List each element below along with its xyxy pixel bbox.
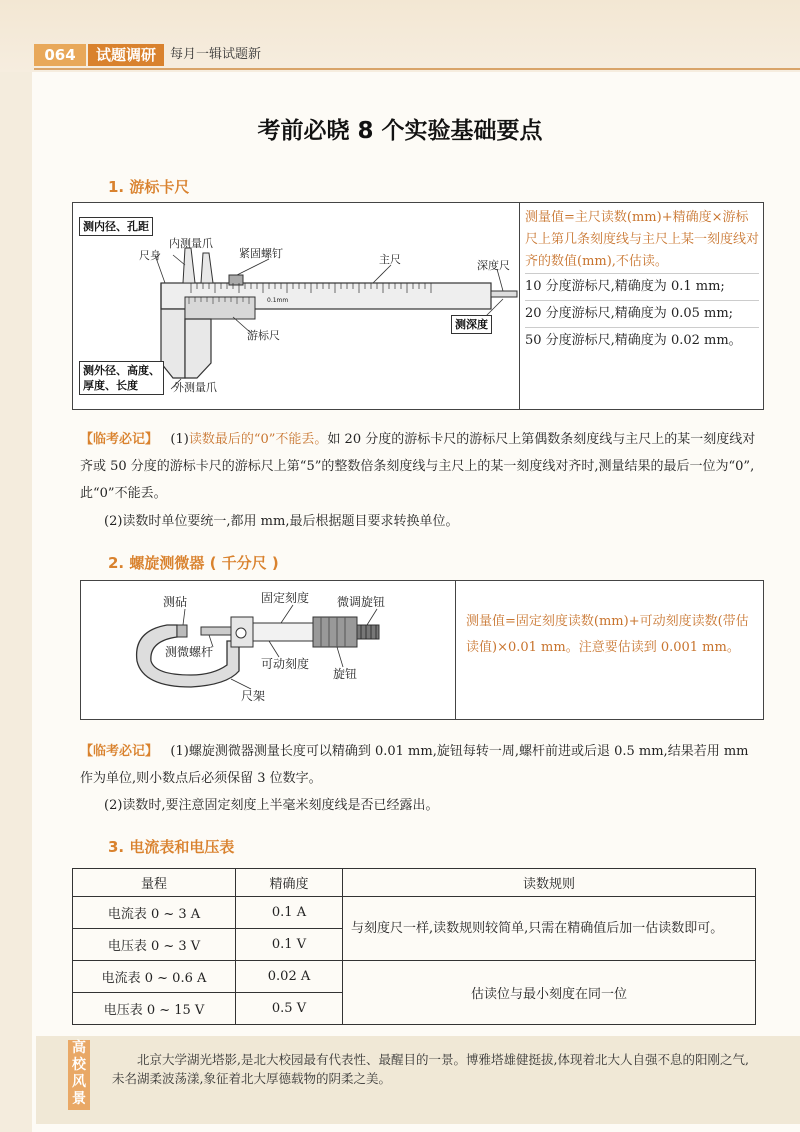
cell-precision: 0.5 V <box>236 993 343 1025</box>
label-inner-jaw: 内测量爪 <box>169 237 213 250</box>
left-margin-band <box>0 72 32 1132</box>
note-1-highlight: 读数最后的“0”不能丢。 <box>188 432 328 447</box>
caliper-rule-formula: 测量值=主尺读数(mm)+精确度×游标尺上第几条刻度线与主尺上某一刻度线对齐的数值(mm),不估读。 <box>525 210 760 269</box>
label-vernier: 游标尺 <box>247 329 280 342</box>
meter-table <box>72 868 756 1025</box>
caliper-diagram <box>73 203 519 409</box>
label-knob: 旋钮 <box>333 667 358 681</box>
caliper-rule-50: 50 分度游标尺,精确度为 0.02 mm。 <box>525 327 759 354</box>
label-lock-screw: 紧固螺钉 <box>239 247 283 260</box>
section-heading-caliper: 1. 游标卡尺 <box>108 178 190 196</box>
note-1-text: (1)螺旋测微器测量长度可以精确到 0.01 mm,旋钮每转一周,螺杆前进或后退 0.5 mm,结果若用 mm 作为单位,则小数点后必须保留 3 位数字。 <box>80 744 749 786</box>
cell-rule-b: 估读位与最小刻度在同一位 <box>343 961 756 1025</box>
cell-range: 电流表 0 ~ 3 A <box>73 897 236 929</box>
caliper-rule-20: 20 分度游标尺,精确度为 0.05 mm; <box>525 300 759 327</box>
cell-range: 电流表 0 ~ 0.6 A <box>73 961 236 993</box>
cell-precision: 0.1 V <box>236 929 343 961</box>
cell-precision: 0.02 A <box>236 961 343 993</box>
micrometer-rule <box>455 581 763 719</box>
footer-text: 北京大学湖光塔影,是北大校园最有代表性、最醒目的一景。博雅塔雄健挺拔,体现着北大人自强不息的阳刚之气,未名湖柔波荡漾,象征着北大厚德载物的阴柔之美。 <box>112 1052 749 1086</box>
micrometer-note-1 <box>80 738 760 792</box>
page-number: 064 <box>34 44 86 66</box>
footer-tag: 高校风景 <box>68 1040 90 1110</box>
label-outer-jaw: 外测量爪 <box>173 381 217 394</box>
section-heading-micrometer: 2. 螺旋测微器 ( 千分尺 ) <box>108 554 279 572</box>
cell-rule-a: 与刻度尺一样,读数规则较简单,只需在精确值后加一估读数即可。 <box>343 897 756 961</box>
label-scale-unit: 0.1mm <box>267 297 289 304</box>
caliper-rule-10: 10 分度游标尺,精确度为 0.1 mm; <box>525 273 759 300</box>
header-subtitle: 每月一辑试题新 <box>170 47 262 62</box>
label-depth: 测深度 <box>451 315 492 334</box>
label-anvil: 测砧 <box>163 595 188 609</box>
cell-range: 电压表 0 ~ 3 V <box>73 929 236 961</box>
label-fixed-scale: 固定刻度 <box>261 591 310 605</box>
label-depth-rod: 深度尺 <box>477 259 510 272</box>
header-rule: 读数规则 <box>343 869 756 897</box>
note-label: 【临考必记】 <box>80 744 159 759</box>
note-label: 【临考必记】 <box>80 432 159 447</box>
note-1-prefix: (1) <box>170 432 189 447</box>
label-main-scale: 主尺 <box>379 253 401 266</box>
cell-range: 电压表 0 ~ 15 V <box>73 993 236 1025</box>
caliper-note-2: (2)读数时单位要统一,都用 mm,最后根据题目要求转换单位。 <box>104 514 459 529</box>
header-range: 量程 <box>73 869 236 897</box>
label-outer: 测外径、高度、 厚度、长度 <box>79 361 164 395</box>
label-fine-knob: 微调旋钮 <box>337 595 386 609</box>
label-body: 尺身 <box>139 249 161 262</box>
label-spindle: 测微螺杆 <box>165 645 214 659</box>
micrometer-diagram <box>81 581 461 719</box>
table-row <box>73 897 756 929</box>
caliper-rules <box>519 203 763 409</box>
cell-precision: 0.1 A <box>236 897 343 929</box>
header-rule <box>34 68 800 70</box>
column-tag: 试题调研 <box>88 44 164 66</box>
page-title: 考前必晓 8 个实验基础要点 <box>257 118 543 144</box>
table-header-row <box>73 869 756 897</box>
section-heading-meters: 3. 电流表和电压表 <box>108 838 235 856</box>
table-row <box>73 961 756 993</box>
micrometer-note-2: (2)读数时,要注意固定刻度上半毫米刻度线是否已经露出。 <box>104 798 439 813</box>
label-inner-diameter: 测内径、孔距 <box>79 217 153 236</box>
label-movable-scale: 可动刻度 <box>261 657 310 671</box>
caliper-box <box>72 202 764 410</box>
header-precision: 精确度 <box>236 869 343 897</box>
note-1-rest: 如 20 分度的游标卡尺的游标尺上第偶数条刻度线与主尺上的某一刻度线对齐或 50 分度的游标卡尺的游标尺上第“5”的整数倍条刻度线与主尺上的某一刻度线对齐时,测量结果的最后一位为“0”,此“0”不能丢。 <box>80 432 756 501</box>
label-frame: 尺架 <box>241 689 266 703</box>
micrometer-rule-text: 测量值=固定刻度读数(mm)+可动刻度读数(带估读值)×0.01 mm。注意要估读到 0.001 mm。 <box>466 614 749 655</box>
caliper-note-1 <box>80 426 760 507</box>
micrometer-box <box>80 580 764 720</box>
